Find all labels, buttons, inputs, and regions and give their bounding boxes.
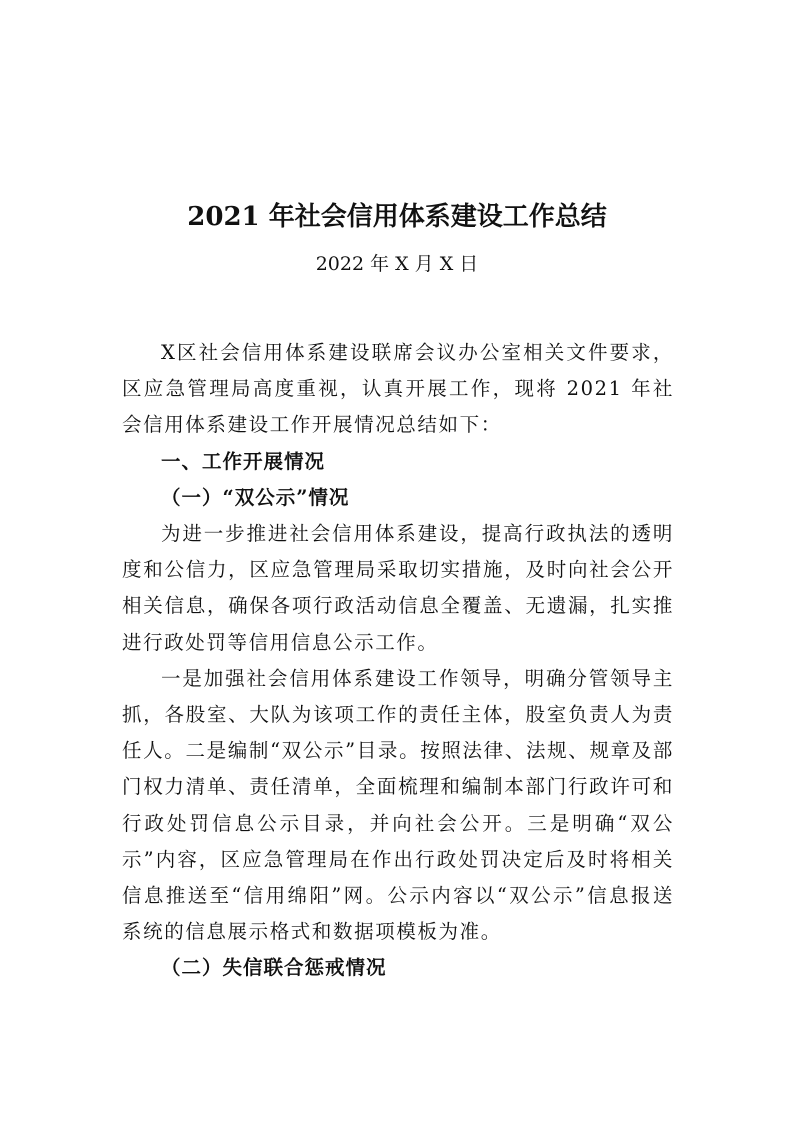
intro-paragraph: X区社会信用体系建设联席会议办公室相关文件要求，区应急管理局高度重视，认真开展工作，现将 2021 年社会信用体系建设工作开展情况总结如下：: [122, 341, 674, 437]
subsection-heading-joint-punishment: （二）失信联合惩戒情况: [161, 956, 387, 980]
document-body: [122, 335, 674, 987]
double-disclosure-paragraph-1: 为进一步推进社会信用体系建设，提高行政执法的透明度和公信力，区应急管理局采取切实措施，及时向社会公开相关信息，确保各项行政活动信息全覆盖、无遗漏，扎实推进行政处罚等信用信息公示工作。: [122, 522, 674, 654]
subsection-heading-double-disclosure: （一）“双公示”情况: [161, 485, 350, 509]
document-title: 2021 年社会信用体系建设工作总结: [187, 202, 607, 232]
section-heading-work-progress: 一、工作开展情况: [161, 449, 326, 473]
double-disclosure-paragraph-2: 一是加强社会信用体系建设工作领导，明确分管领导主抓，各股室、大队为该项工作的责任主体，股室负责人为责任人。二是编制“双公示”目录。按照法律、法规、规章及部门权力清单、责任清单，全面梳理和编制本部门行政许可和行政处罚信息公示目录，并向社会公开。三是明确“双公示”内容，区应急管理局在作出行政处罚决定后及时将相关信息推送至“信用绵阳”网。公示内容以“双公示”信息报送系统的信息展示格式和数据项模板为准。: [122, 666, 674, 944]
document-date: 2022 年 X 月 X 日: [315, 253, 479, 275]
